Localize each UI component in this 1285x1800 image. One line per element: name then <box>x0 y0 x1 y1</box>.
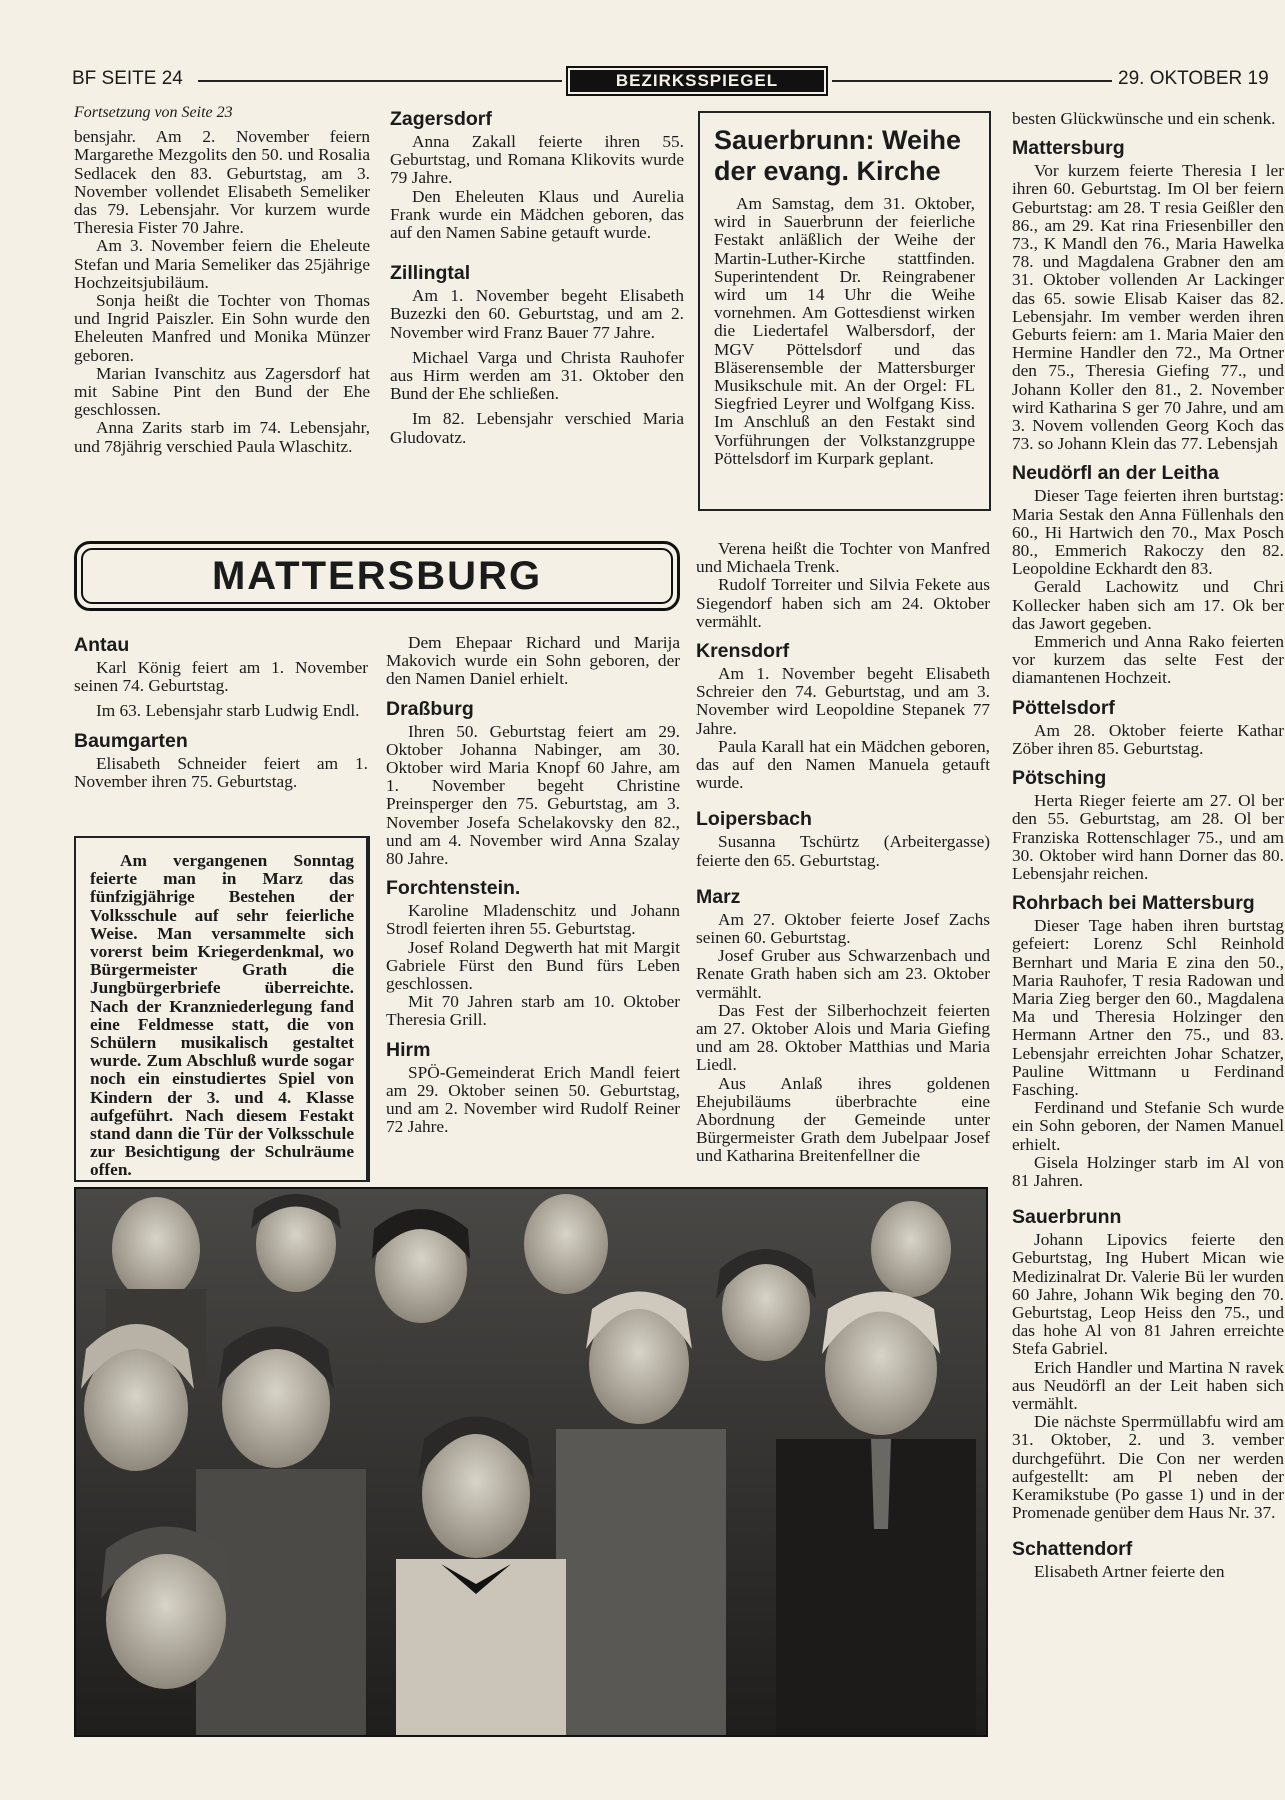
heading-zillingtal: Zillingtal <box>390 262 471 285</box>
paragraph: Am 1. November begeht Elisabeth Schreier den 74. Geburtstag, und am 3. November wird Leopoldine Stepanek 77 Jahre. <box>696 664 990 738</box>
paragraph: Johann Lipovics feierte den Geburtstag, Ing Hubert Mican wie Medizinalrat Dr. Valerie Bü ler wurden 60 Jahre, Johann Wik beging den 70. Geburtstag, Leop Heiss den 75., und das hohe Al von 81 Jahren erreichte Stefa Gabriel. <box>1012 1230 1284 1359</box>
intro-text: besten Glückwünsche und ein schenk. <box>1012 110 1276 128</box>
photo-schoolchildren <box>74 1187 988 1737</box>
heading-antau: Antau <box>74 634 130 656</box>
paragraph: Emmerich und Anna Rako feierten vor kurzem das selte Fest der diamantenen Hochzeit. <box>1012 632 1284 688</box>
heading-baumgarten: Baumgarten <box>74 729 188 752</box>
header-rule-right <box>832 80 1112 82</box>
paragraph: Ihren 50. Geburtstag feiert am 29. Oktober Johanna Nabinger, am 30. Oktober wird Maria Knopf 60 Jahre, am 1. November begeht Christine Preinsperger den 75. Geburtstag, am 3. November Josefa Schelakovsky den 82., und am 4. November wird Anna Szalay 80 Jahre. <box>386 721 680 869</box>
paragraph: Gisela Holzinger starb im Al von 81 Jahren. <box>1012 1152 1284 1190</box>
paragraph: Am 1. November begeht Elisabeth Buzezki den 60. Geburtstag, und am 2. November wird Franz Bauer 77 Jahre. <box>390 286 684 342</box>
paragraph: Am 3. November feiern die Eheleute Stefan und Maria Semeliker das 25jährige Hochzeitsjubiläum. <box>74 236 370 292</box>
heading-neudoerfl: Neudörfl an der Leitha <box>1012 462 1219 485</box>
paragraph: Anna Zarits starb im 74. Lebensjahr, und 78jährig verschied Paula Wlaschitz. <box>74 418 370 456</box>
paragraph: Erich Handler und Martina N ravek aus Neudörfl an der Leit haben sich vermählt. <box>1012 1357 1284 1413</box>
heading-poettsching: Pötsching <box>1012 767 1107 790</box>
paragraph: Ferdinand und Stefanie Sch wurde ein Sohn geboren, der Namen Manuel erhielt. <box>1012 1098 1284 1154</box>
paragraph: Dem Ehepaar Richard und Marija Makovich wurde ein Sohn geboren, der den Namen Daniel erhielt. <box>386 633 680 689</box>
paragraph: Im 82. Lebensjahr verschied Maria Gludovatz. <box>390 409 684 447</box>
paragraph: Marian Ivanschitz aus Zagersdorf hat mit Sabine Pint den Bund der Ehe geschlossen. <box>74 363 370 420</box>
column-antau-baumgarten <box>74 634 368 791</box>
paragraph: Elisabeth Schneider feiert am 1. November ihren 75. Geburtstag. <box>74 753 368 791</box>
paragraph: Rudolf Torreiter und Silvia Fekete aus Siegendorf haben sich am 24. Oktober vermählt. <box>696 575 990 631</box>
paragraph: bensjahr. Am 2. November feiern Margarethe Mezgolits den 50. und Rosalia Sedlacek den 83. Geburtstag, am 3. November vollendet Elisabeth Semeliker das 79. Lebensjahr. Vor kurzem wurde Theresia Fister 70 Jahre. <box>74 127 370 238</box>
paragraph: Am 27. Oktober feierte Josef Zachs seinen 60. Geburtstag. <box>696 909 990 948</box>
paragraph: Gerald Lachowitz und Chri Kollecker haben sich am 17. Ok ber das Jawort gegeben. <box>1012 577 1284 633</box>
paragraph: Dieser Tage haben ihren burtstag gefeiert: Lorenz Schl Reinhold Bernhart und Maria E zina den 50., Maria Rauhofer, T resia Radowan und Maria Zieg berger den 60., Magdalena Ma und Theresia Holzinger den Hermann Artner den 75., und 83. Lebensjahr erreichten Johar Schatzer, Pauline Wittmann u Ferdinand Fasching. <box>1012 916 1284 1099</box>
photo-image <box>76 1189 986 1735</box>
paragraph: Im 63. Lebensjahr starb Ludwig Endl. <box>96 701 360 721</box>
paragraph: Josef Roland Degwerth hat mit Margit Gabriele Fürst den Bund fürs Leben geschlossen. <box>386 937 680 994</box>
paragraph: Michael Varga und Christa Rauhofer aus Hirm werden am 31. Oktober den Bund der Ehe schließen. <box>390 347 684 404</box>
child-figure <box>871 1201 951 1297</box>
paragraph: Vor kurzem feierte Theresia I ler ihren 60. Geburtstag. Im Ol ber feiern Geburtstag: am 28. T resia Geißler den 86., am 29. Kat rina Friesenbiller den 73., K Mandl den 76., Maria Hawelka 78. und Magdalena Grabner den am 31. Oktober vollenden Ar Lackinger das 65. sowie Elisab Kaiser das 82. Lebensjahr. Im vember werden ihren Geburts feiern: am 1. Maria Maier den Hermine Handler den 72., Ma Ortner den 75., Theresia Giefing 77., und Johann Koller den 81., 2. November wird Katharina S ger 70 Jahre, und am 3. Novem vollenden Georg Koch das 73. so Johann Klein das 77. Lebensjah <box>1012 161 1284 454</box>
heading-rohrbach: Rohrbach bei Mattersburg <box>1012 892 1255 915</box>
paragraph: Die nächste Sperrmüllabfu wird am 31. Oktober, 2. und 3. vember durchgeführt. Die Con ner werden aufgestellt: am Pl neben der Keramikstube (Po gasse 1) und in der Promenade genüber dem Haus Nr. 37. <box>1012 1412 1284 1523</box>
article-headline: Sauerbrunn: Weihe der evang. Kirche <box>714 125 962 186</box>
continuation-note: Fortsetzung von Seite 23 <box>74 104 233 121</box>
paragraph: Karoline Mladenschitz und Johann Strodl feierten ihren 55. Geburtstag. <box>386 901 680 939</box>
paragraph: Aus Anlaß ihres goldenen Ehejubiläums überbrachte eine Abordnung der Gemeinde unter Bürgermeister Grath dem Jubelpaar Josef und Katharina Breitenfellner die <box>696 1073 990 1166</box>
column-continuation <box>74 104 370 456</box>
paragraph: Herta Rieger feierte am 27. Ol ber den 55. Geburtstag, am 28. Ol ber Franziska Rottenschlager 75., und am 30. Oktober wird hann Dorner das 80. Lebensjahr reichen. <box>1012 791 1284 883</box>
paragraph: Paula Karall hat ein Mädchen geboren, das auf den Namen Manuela getauft wurde. <box>696 736 990 793</box>
paragraph: Das Fest der Silberhochzeit feierten am 27. Oktober Alois und Maria Giefing und am 28. Oktober Matthias und Maria Liedl. <box>696 1000 990 1075</box>
heading-sauerbrunn: Sauerbrunn <box>1012 1206 1122 1229</box>
column-krensdorf-marz <box>696 540 990 1166</box>
heading-mattersburg: Mattersburg <box>1012 137 1125 160</box>
heading-poettelsdorf: Pöttelsdorf <box>1012 696 1115 719</box>
paragraph: Den Eheleuten Klaus und Aurelia Frank wurde ein Mädchen geboren, das auf den Namen Sabine getauft wurde. <box>390 186 684 243</box>
paragraph: Verena heißt die Tochter von Manfred und Michaela Trenk. <box>696 539 990 577</box>
article-text: Am vergangenen Sonntag feierte man in Marz das fünfzigjährige Bestehen der Volksschule auf sehr feierliche Weise. Man versammelte sich vorerst beim Kriegerdenkmal, wo Bürgermeister Grath die Jungbürgerbriefe überreichte. Nach der Kranzniederlegung fand eine Feldmesse statt, die von Schülern musikalisch gestaltet wurde. Zum Abschluß wurde sogar noch ein einstudiertes Spiel von Kindern der 3. und 4. Klasse aufgeführt. Nach diesem Festakt stand dann die Tür der Volksschule zur Besichtigung der Schulräume offen. <box>90 851 354 1180</box>
paragraph: Mit 70 Jahren starb am 10. Oktober Theresia Grill. <box>386 992 680 1030</box>
column-right <box>1012 110 1284 1800</box>
heading-krensdorf: Krensdorf <box>696 640 790 663</box>
paragraph: SPÖ-Gemeinderat Erich Mandl feiert am 29. Oktober seinen 50. Geburtstag, und am 2. November wird Rudolf Reiner 72 Jahre. <box>386 1062 680 1137</box>
paragraph: Sonja heißt die Tochter von Thomas und Ingrid Paiszler. Ein Sohn wurde den Eheleuten Manfred und Monika Münzer geboren. <box>74 291 370 365</box>
child-figure <box>524 1194 608 1294</box>
paragraph: Susanna Tschürtz (Arbeitergasse) feierte den 65. Geburtstag. <box>696 832 990 870</box>
heading-hirm: Hirm <box>386 1038 431 1061</box>
heading-marz: Marz <box>696 885 741 908</box>
paragraph: Josef Gruber aus Schwarzenbach und Renate Grath haben sich am 23. Oktober vermählt. <box>696 946 990 1002</box>
column-zagersdorf-zillingtal <box>390 108 684 447</box>
heading-drassburg: Draßburg <box>386 697 474 720</box>
page-label: BF SEITE 24 <box>72 68 183 89</box>
section-banner-mattersburg: MATTERSBURG <box>74 541 680 611</box>
article-text: Am Samstag, dem 31. Oktober, wird in Sauerbrunn der feierliche Festakt anläßlich der Weihe der Martin-Luther-Kirche stattfinden. Superintendent Dr. Reingrabener wird um 14 Uhr die Weihe vornehmen. Am Gottesdienst wirken die Liedertafel Walbersdorf, der MGV Pöttelsdorf und das Bläserensemble der Mattersburger Musikschule mit. An der Orgel: FL Siegfried Leyrer und Wolfgang Kiss. Im Anschluß an den Festakt sind Vorführungen der Volkstanzgruppe Pöttelsdorf im Kurpark geplant. <box>714 194 975 468</box>
column-drassburg-hirm <box>386 634 680 1136</box>
section-masthead: BEZIRKSSPIEGEL <box>566 66 828 96</box>
issue-date: 29. OKTOBER 19 <box>1118 68 1269 89</box>
paragraph: Karl König feiert am 1. November seinen 74. Geburtstag. <box>74 658 368 696</box>
child-figure <box>101 1527 231 1690</box>
paragraph: Am 28. Oktober feierte Kathar Zöber ihren 85. Geburtstag. <box>1012 720 1284 758</box>
paragraph: Elisabeth Artner feierte den <box>1034 1562 1225 1582</box>
sauerbrunn-article-box <box>698 111 991 511</box>
paragraph: Anna Zakall feierte ihren 55. Geburtstag, und Romana Klikovits wurde 79 Jahre. <box>390 132 684 188</box>
heading-forchtenstein: Forchtenstein. <box>386 877 521 900</box>
heading-zagersdorf: Zagersdorf <box>390 108 492 130</box>
header-rule-left <box>198 80 562 82</box>
column-divider <box>368 836 370 1182</box>
heading-schattendorf: Schattendorf <box>1012 1538 1133 1561</box>
heading-loipersbach: Loipersbach <box>696 808 812 831</box>
paragraph: Dieser Tage feierten ihren burtstag: Maria Sestak den Anna Füllenhals den 60., Hi Hartwich den 70., Max Posch 80., Emmerich Rakoczy den 82. Leopoldine Eckhardt den 83. <box>1012 486 1284 579</box>
marz-school-article-box <box>74 836 368 1182</box>
